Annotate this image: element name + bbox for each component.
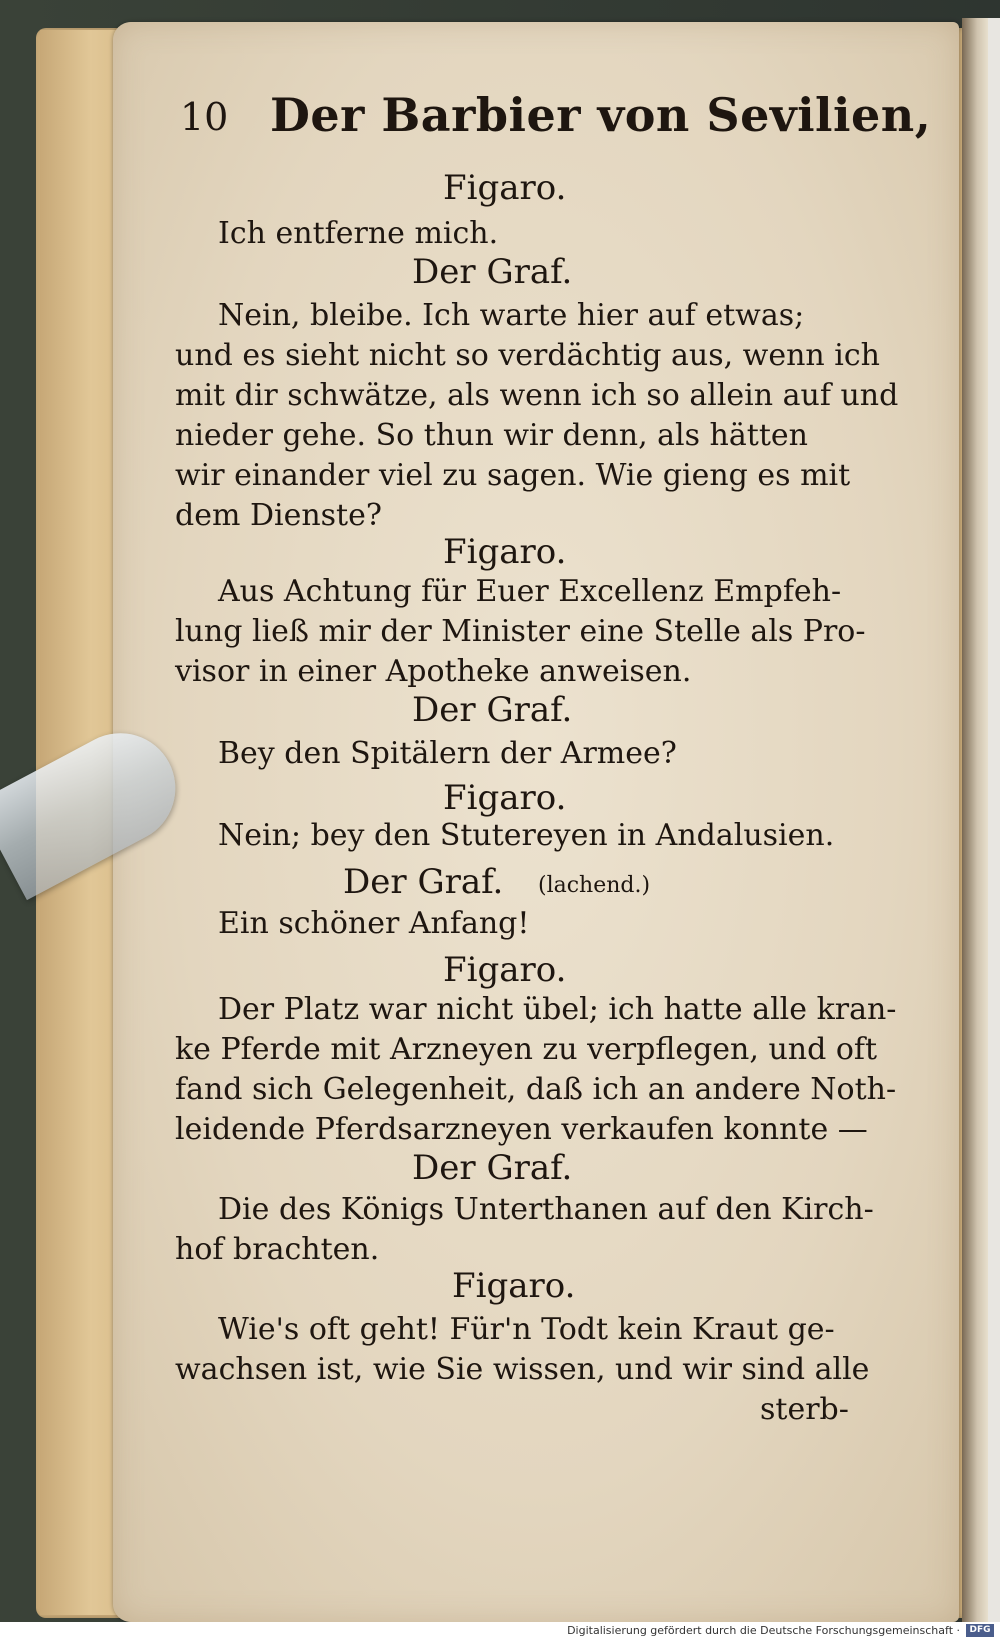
text-line: wir einander viel zu sagen. Wie gieng es mit — [175, 458, 851, 493]
text-line: Bey den Spitälern der Armee? — [218, 736, 677, 771]
speaker-figaro: Figaro. — [452, 1266, 576, 1306]
text-line: mit dir schwätze, als wenn ich so allein auf und — [175, 378, 899, 413]
text-line: Die des Königs Unterthanen auf den Kirch- — [218, 1192, 874, 1227]
footer-credit: Digitalisierung gefördert durch die Deutsche Forschungsgemeinschaft · — [567, 1624, 960, 1637]
running-title: Der Barbier von Sevilien, — [270, 88, 932, 142]
speaker-figaro: Figaro. — [443, 168, 567, 208]
text-line: visor in einer Apotheke anweisen. — [175, 654, 692, 689]
stage-direction: (lachend.) — [538, 873, 651, 898]
text-line: Nein, bleibe. Ich warte hier auf etwas; — [218, 298, 805, 333]
text-line: nieder gehe. So thun wir denn, als hätten — [175, 418, 808, 453]
dfg-logo: DFG — [966, 1624, 994, 1637]
speaker-graf: Der Graf. — [412, 252, 573, 292]
text-line: leidende Pferdsarzneyen verkaufen konnte — — [175, 1112, 868, 1147]
text-line: ke Pferde mit Arzneyen zu verpflegen, und oft — [175, 1032, 878, 1067]
speaker-graf: Der Graf. — [412, 1148, 573, 1188]
text-line: Ich entferne mich. — [218, 216, 499, 251]
catchword: sterb- — [760, 1392, 849, 1427]
text-line: fand sich Gelegenheit, daß ich an andere Noth- — [175, 1072, 897, 1107]
text-line: hof brachten. — [175, 1232, 380, 1267]
speaker-graf: Der Graf. — [343, 862, 504, 902]
text-line: Der Platz war nicht übel; ich hatte alle kran- — [218, 992, 897, 1027]
speaker-figaro: Figaro. — [443, 778, 567, 818]
text-line: wachsen ist, wie Sie wissen, und wir sind alle — [175, 1352, 870, 1387]
text-line: lung ließ mir der Minister eine Stelle als Pro- — [175, 614, 866, 649]
speaker-graf: Der Graf. — [412, 690, 573, 730]
speaker-figaro: Figaro. — [443, 532, 567, 572]
speaker-figaro: Figaro. — [443, 950, 567, 990]
text-line: Wie's oft geht! Für'n Todt kein Kraut ge- — [218, 1312, 835, 1347]
page-edge-right — [962, 18, 1000, 1623]
text-line: Ein schöner Anfang! — [218, 906, 530, 941]
text-line: und es sieht nicht so verdächtig aus, wenn ich — [175, 338, 880, 373]
text-line: Aus Achtung für Euer Excellenz Empfeh- — [218, 574, 842, 609]
text-line: dem Dienste? — [175, 498, 382, 533]
page-number: 10 — [180, 95, 229, 139]
text-line: Nein; bey den Stutereyen in Andalusien. — [218, 818, 835, 853]
